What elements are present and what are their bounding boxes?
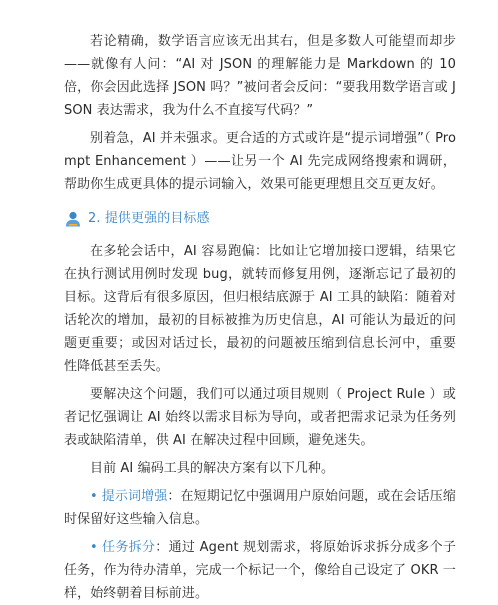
paragraph-solution: 要解决这个问题，我们可以通过项目规则（ Project Rule ）或者记忆强调让 AI 始终以需求目标为导向，或者把需求记录为任务列表或缺陷清单，供 AI 在解决过程中回顾，避免迷失。 — [64, 387, 456, 448]
bullet-label: 提示词增强 — [101, 489, 168, 504]
section-title: 2. 提供更强的目标感 — [88, 211, 210, 226]
bullet-text: ：通过 Agent 规划需求，将原始诉求拆分成多个子任务，作为待办清单，完成一个标记一个，像给自己设定了 OKR 一样，始终朝着目标前进。 — [64, 540, 456, 601]
bullet-dot-icon: • — [90, 540, 98, 555]
bullet-item — [64, 536, 456, 605]
document-page — [64, 30, 456, 605]
bullet-item — [64, 485, 456, 531]
section-heading-goal — [64, 208, 456, 230]
user-icon — [64, 210, 82, 228]
bullet-text: ：在短期记忆中强调用户原始问题，或在会话压缩时保留好这些输入信息。 — [64, 489, 456, 527]
paragraph-precision: 若论精确，数学语言应该无出其右，但是多数人可能望而却步——就像有人问：“AI 对 JSON 的理解能力是 Markdown 的 10 倍，你会因此选择 JSON 吗？”被问者会反问：“要我用数学语言或 JSON 表达需求，我为什么不直接写代码？” — [64, 34, 456, 118]
paragraph-tools-intro: 目前 AI 编码工具的解决方案有以下几种。 — [90, 461, 335, 476]
bullet-label: 任务拆分 — [101, 540, 156, 555]
paragraph-drift: 在多轮会话中，AI 容易跑偏：比如让它增加接口逻辑，结果它在执行测试用例时发现 bug，就转而修复用例，逐渐忘记了最初的目标。这背后有很多原因，但归根结底源于 AI 工具的缺陷：随着对话轮次的增加，最初的目标被推为历史信息，AI 可能认为最近的问题更重要；或因对话过长，最初的问题被压缩到信息长河中，重要性降低甚至丢失。 — [64, 244, 456, 374]
paragraph-prompt-enhancement: 别着急，AI 并未强求。更合适的方式或许是“提示词增强”（ Prompt Enhancement ）——让另一个 AI 先完成网络搜索和调研，帮助你生成更具体的提示词输入，效果可能更理想且交互更友好。 — [64, 131, 456, 192]
bullet-dot-icon: • — [90, 489, 98, 504]
